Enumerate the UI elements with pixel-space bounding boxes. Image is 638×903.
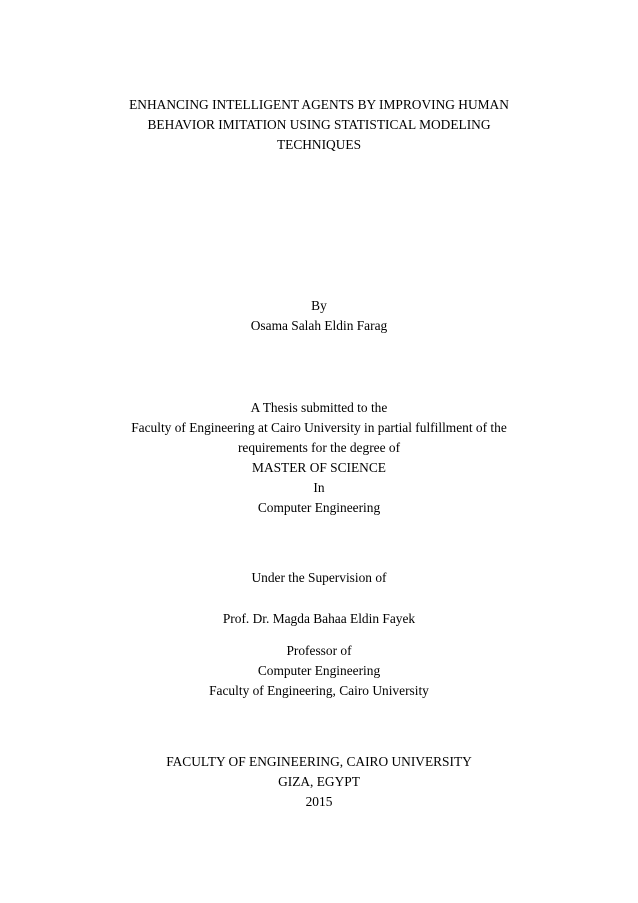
supervision-heading-text: Under the Supervision of: [251, 570, 387, 585]
degree-field: Computer Engineering: [257, 500, 381, 515]
supervisor-name: [0, 609, 638, 629]
title-line-2: BEHAVIOR IMITATION USING STATISTICAL MODELING: [147, 117, 491, 132]
supervisor-name-text: Prof. Dr. Magda Bahaa Eldin Fayek: [222, 611, 416, 626]
publication-year: 2015: [305, 794, 333, 809]
thesis-title: [0, 95, 638, 155]
supervisor-role-line-2: Computer Engineering: [257, 663, 381, 678]
institution-location: GIZA, EGYPT: [278, 774, 360, 789]
thesis-statement: [0, 398, 638, 518]
degree-in: In: [313, 480, 325, 495]
by-label: By: [311, 298, 327, 313]
degree-name: MASTER OF SCIENCE: [252, 460, 386, 475]
supervisor-role: [0, 641, 638, 701]
title-line-3: TECHNIQUES: [276, 137, 362, 152]
thesis-line-1: A Thesis submitted to the: [250, 400, 388, 415]
author-block: [0, 296, 638, 336]
title-line-1: ENHANCING INTELLIGENT AGENTS BY IMPROVING HUMAN: [129, 97, 509, 112]
supervisor-role-line-1: Professor of: [286, 643, 352, 658]
thesis-line-2: Faculty of Engineering at Cairo University in partial fulfillment of the: [131, 420, 507, 435]
institution-block: [0, 752, 638, 812]
supervision-heading: [0, 568, 638, 588]
author-name: Osama Salah Eldin Farag: [250, 318, 388, 333]
supervisor-role-line-3: Faculty of Engineering, Cairo University: [209, 683, 429, 698]
institution-name: FACULTY OF ENGINEERING, CAIRO UNIVERSITY: [166, 754, 472, 769]
thesis-line-3: requirements for the degree of: [237, 440, 401, 455]
